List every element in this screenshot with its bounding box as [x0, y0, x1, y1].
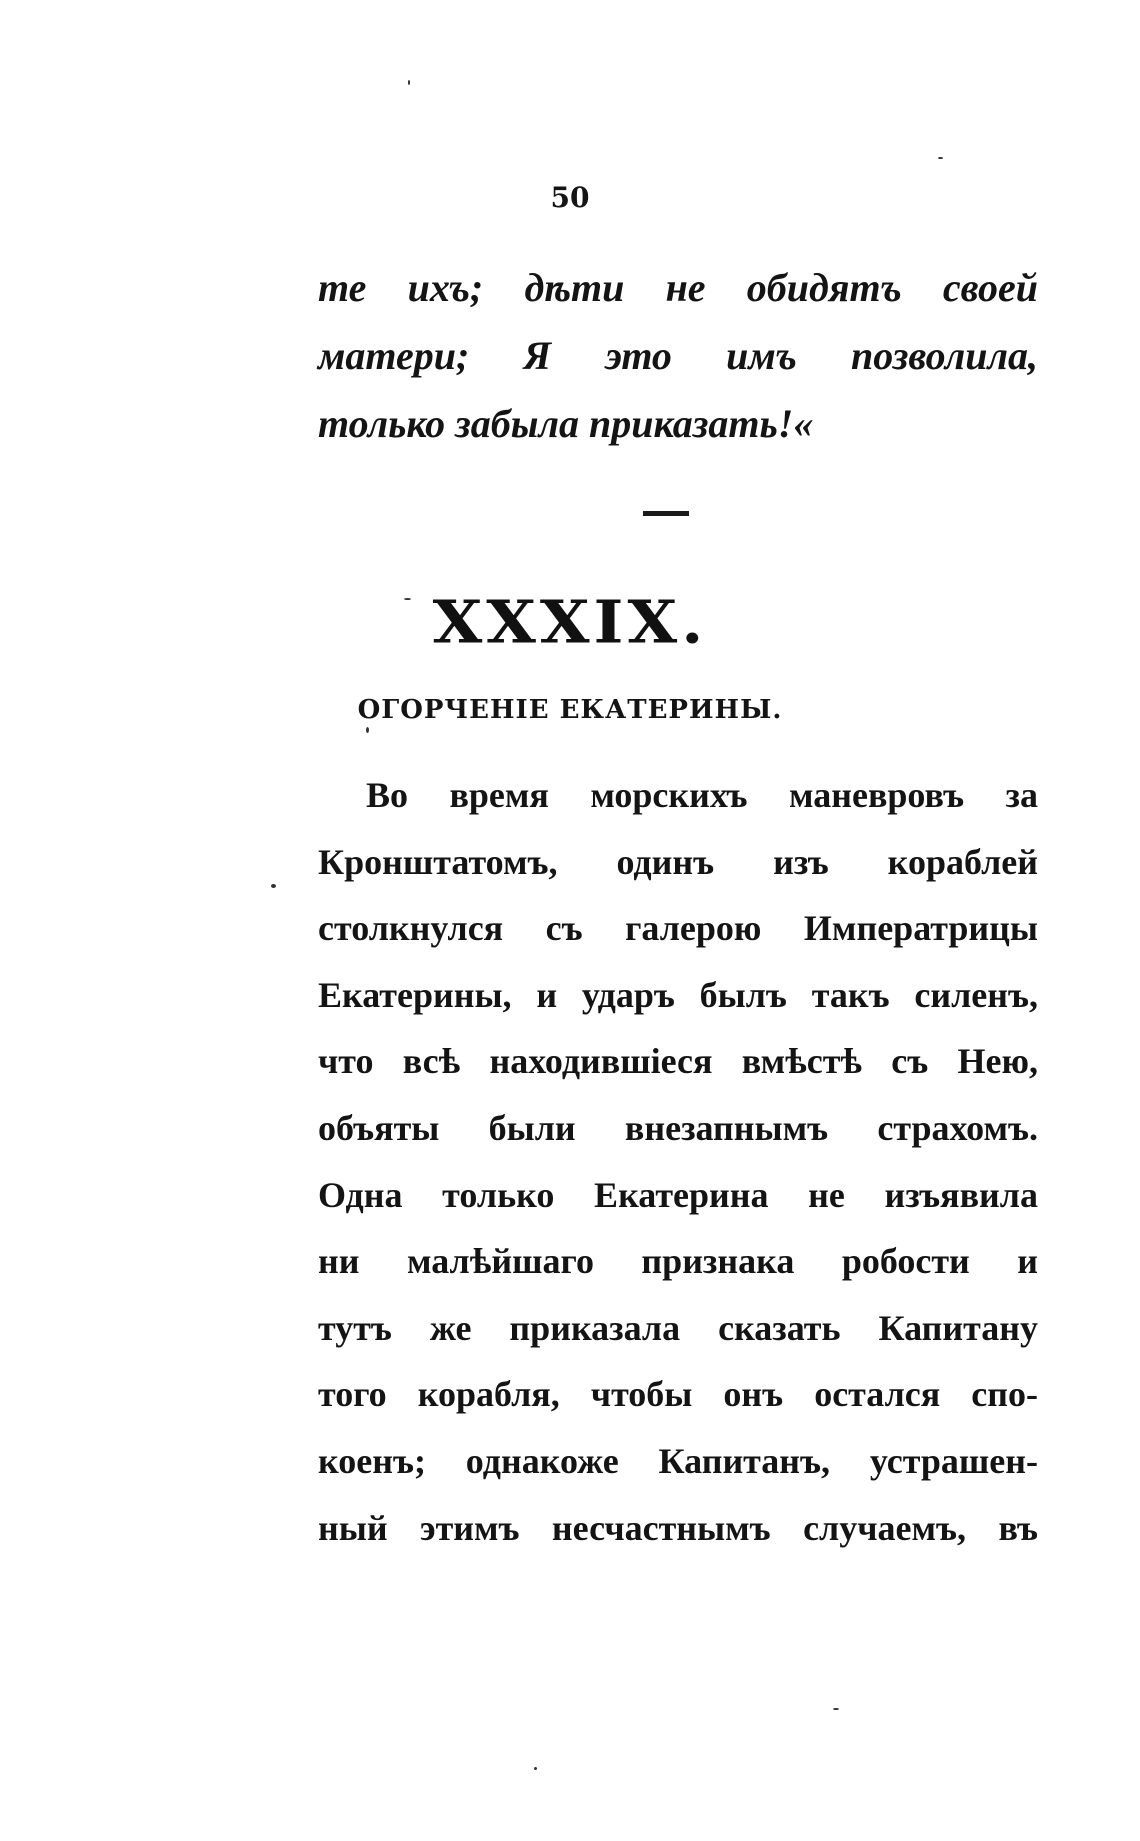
scan-speck [404, 598, 411, 600]
text-line: ни малѣйшаго признака робости и [318, 1241, 1038, 1282]
continued-text [318, 254, 1038, 458]
text-line: только забыла приказать!« [318, 401, 814, 446]
text-line: тутъ же приказала сказать Капитану [318, 1307, 1038, 1348]
page-number: 50 [550, 181, 590, 214]
scan-speck [271, 884, 276, 888]
text-line: Екатерины, и ударъ былъ такъ силенъ, [318, 974, 1038, 1015]
text-line: Кронштатомъ, одинъ изъ кораблей [318, 841, 1038, 882]
text-line: коенъ; однакоже Капитанъ, устрашен- [318, 1440, 1038, 1481]
text-line: Одна только Екатерина не изъявила [318, 1174, 1038, 1215]
scan-speck [938, 157, 943, 159]
section-separator [643, 511, 689, 516]
chapter-number: XXXIX. [432, 588, 708, 658]
text-line: того корабля, чтобы онъ остался спо- [318, 1374, 1038, 1415]
text-line: матери; Я это имъ позволила, [318, 333, 1038, 378]
text-line: те ихъ; дѣти не обидятъ своей [318, 265, 1038, 310]
text-line: Во время морскихъ маневровъ за [366, 775, 1038, 815]
scan-speck [408, 80, 410, 85]
text-line: столкнулся съ галерою Императрицы [318, 908, 1038, 949]
scan-speck [833, 1708, 839, 1710]
text-line: что всѣ находившіеся вмѣстѣ съ Нею, [318, 1041, 1038, 1082]
chapter-title: ОГОРЧЕНІЕ ЕКАТЕРИНЫ. [357, 695, 783, 725]
text-line: ный этимъ несчастнымъ случаемъ, въ [318, 1507, 1038, 1548]
scan-speck [534, 1767, 537, 1770]
text-line: объяты были внезапнымъ страхомъ. [318, 1107, 1038, 1148]
scan-speck [366, 727, 369, 733]
body-text [318, 762, 1038, 1561]
